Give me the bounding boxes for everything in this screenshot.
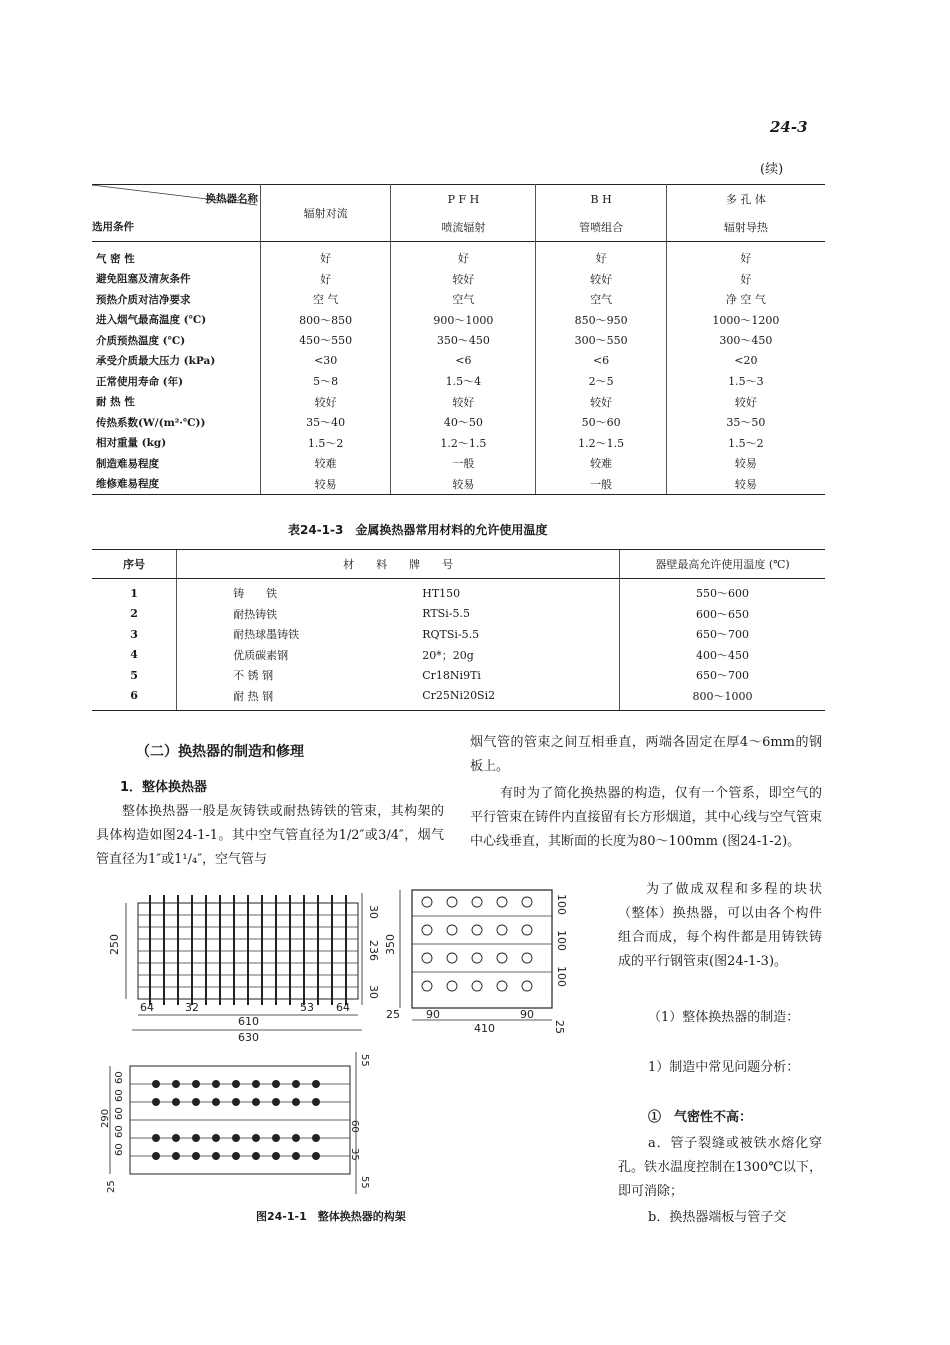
row-label: 相对重量 (kg): [96, 437, 167, 450]
table-cell: 5～8: [261, 371, 391, 392]
material-grade: RTSi-5.5: [422, 607, 470, 621]
column-header: 材 料 牌 号: [177, 550, 620, 579]
table-cell: 好: [261, 269, 391, 290]
column-type: 管喷组合: [536, 213, 666, 242]
table-row: [92, 412, 825, 433]
column-header: [261, 185, 391, 242]
figure-side-view: [100, 885, 380, 1045]
table-cell: 较易: [261, 474, 391, 495]
figure-end-view: [382, 880, 572, 1040]
material-name: 耐热铸铁: [177, 604, 419, 625]
dim-label: 25: [106, 1180, 117, 1193]
material-name: 耐 热 钢: [177, 686, 419, 711]
row-label: 气 密 性: [96, 252, 135, 265]
table-cell: 40～50: [391, 412, 536, 433]
corner-top-label: 换热器名称: [205, 193, 258, 205]
comparison-table: [92, 184, 825, 495]
dim-label: 53: [300, 1001, 314, 1014]
dim-label: 350: [384, 934, 397, 955]
dim-label: 25: [553, 1020, 566, 1034]
table-cell: 好: [536, 242, 666, 269]
corner-bottom-label: 选用条件: [92, 221, 134, 233]
dim-label: 236: [367, 940, 380, 961]
row-number: 1: [130, 586, 138, 600]
subsection-title: 1．整体换热器: [120, 780, 208, 795]
dim-label: 60: [349, 1120, 360, 1133]
dim-label: 55: [359, 1176, 370, 1189]
row-number: 4: [130, 648, 138, 662]
dim-label: 100: [555, 894, 568, 915]
table-row: [92, 433, 825, 454]
row-label: 制造难易程度: [96, 457, 159, 470]
table-cell: <6: [536, 351, 666, 372]
table-cell: <30: [261, 351, 391, 372]
dim-label: 610: [238, 1015, 259, 1028]
table-cell: 50～60: [536, 412, 666, 433]
dim-label: 100: [555, 930, 568, 951]
column-type: 辐射对流: [303, 207, 348, 220]
table-cell: 2～5: [536, 371, 666, 392]
row-label: 传热系数(W/(m²·℃)): [96, 416, 206, 429]
table-row: [92, 242, 825, 269]
dim-label: 55: [359, 1054, 370, 1067]
table-row: [92, 269, 825, 290]
column-header: 多 孔 体: [666, 185, 825, 214]
table-row: [92, 686, 825, 711]
right-item-4: a．管子裂缝或被铁水熔化穿孔。铁水温度控制在1300℃以下，即可消除；: [618, 1136, 822, 1199]
figure-caption: 图24-1-1 整体换热器的构架: [256, 1210, 406, 1223]
column-header: 器壁最高允许使用温度 (℃): [620, 550, 825, 579]
table-cell: 较易: [391, 474, 536, 495]
dim-label: 630: [238, 1031, 259, 1044]
dim-label: 60: [114, 1143, 125, 1156]
dim-label: 60: [114, 1107, 125, 1120]
dim-label: 60: [114, 1125, 125, 1138]
row-number: 5: [130, 668, 138, 682]
max-temp: 800～1000: [620, 686, 825, 711]
table2-caption: 表24-1-3 金属换热器常用材料的允许使用温度: [288, 523, 548, 537]
max-temp: 650～700: [620, 665, 825, 686]
material-name: 优质碳素钢: [177, 645, 419, 666]
right-item-5: b．换热器端板与管子交: [648, 1210, 787, 1225]
dim-label: 250: [108, 934, 121, 955]
table-row: [92, 392, 825, 413]
table-cell: 较好: [391, 269, 536, 290]
material-grade: 20*；20g: [422, 648, 474, 662]
table-corner-cell: [92, 185, 261, 242]
table-cell: 350～450: [391, 330, 536, 351]
table-cell: 较易: [666, 453, 825, 474]
dim-label: 100: [555, 966, 568, 987]
row-label: 维修难易程度: [92, 474, 261, 495]
row-label: 介质预热温度 (℃): [96, 334, 186, 347]
right-paragraph-3: 为了做成双程和多程的块状（整体）换热器，可以由各个构件组合而成，每个构件都是用铸铁铸成的平行钢管束(图24-1-3)。: [618, 882, 822, 969]
row-label: 承受介质最大压力 (kPa): [96, 355, 216, 368]
table-cell: 一般: [391, 453, 536, 474]
left-paragraph: 整体换热器一般是灰铸铁或耐热铸铁的管束，其构架的具体构造如图24-1-1。其中空气管直径为1/2″或3/4″，烟气管直径为1″或1¹/₄″，空气管与: [96, 804, 444, 867]
table-row: [92, 330, 825, 351]
table-row: [92, 579, 825, 604]
dim-label: 410: [474, 1022, 495, 1035]
table-cell: 较好: [666, 392, 825, 413]
dim-label: 30: [367, 905, 380, 919]
table-cell: 较易: [666, 474, 825, 495]
table-row: [92, 453, 825, 474]
right-paragraph-1: 烟气管的管束之间互相垂直，两端各固定在厚4～6mm的钢板上。: [470, 735, 822, 774]
column-header: 序号: [92, 550, 177, 579]
table-row: [92, 371, 825, 392]
table-cell: 1.5～2: [666, 433, 825, 454]
material-grade: Cr18Ni9Ti: [422, 668, 481, 682]
table-cell: 空气: [536, 289, 666, 310]
table-cell: 1.5～2: [261, 433, 391, 454]
max-temp: 400～450: [620, 645, 825, 666]
material-grade: Cr25Ni20Si2: [418, 686, 619, 711]
table-cell: 300～450: [666, 330, 825, 351]
table-cell: 1.5～3: [666, 371, 825, 392]
dim-label: 25: [386, 1008, 400, 1021]
right-item-1: （1）整体换热器的制造：: [648, 1010, 800, 1025]
table-cell: 900～1000: [391, 310, 536, 331]
table-cell: 好: [261, 242, 391, 269]
table-cell: <20: [666, 351, 825, 372]
table-cell: 净 空 气: [666, 289, 825, 310]
table-cell: 一般: [536, 474, 666, 495]
dim-label: 90: [426, 1008, 440, 1021]
column-header: P F H: [391, 185, 536, 214]
table-row: [92, 665, 825, 686]
table-cell: <6: [391, 351, 536, 372]
dim-label: 60: [114, 1071, 125, 1084]
table-row: [92, 645, 825, 666]
table-cell: 好: [391, 242, 536, 269]
table-cell: 300～550: [536, 330, 666, 351]
table-cell: 好: [666, 269, 825, 290]
max-temp: 650～700: [620, 624, 825, 645]
row-label: 避免阻塞及清灰条件: [96, 273, 191, 286]
right-item-2: 1）制造中常见问题分析：: [648, 1060, 800, 1075]
table-cell: 较难: [536, 453, 666, 474]
table-row: [92, 289, 825, 310]
row-label: 耐 热 性: [96, 396, 135, 409]
column-type: 辐射导热: [666, 213, 825, 242]
row-label: 正常使用寿命 (年): [96, 375, 184, 388]
table-cell: 空气: [391, 289, 536, 310]
table-row: [92, 351, 825, 372]
dim-label: 290: [100, 1108, 111, 1128]
dim-label: 35: [349, 1148, 360, 1161]
row-label: 预热介质对洁净要求: [96, 293, 191, 306]
table-cell: 35～50: [666, 412, 825, 433]
max-temp: 600～650: [620, 604, 825, 625]
dim-label: 64: [140, 1001, 154, 1014]
table-row: [92, 474, 825, 495]
table-cell: 较好: [536, 269, 666, 290]
material-grade: RQTSi-5.5: [422, 627, 480, 641]
table-cell: 较难: [261, 453, 391, 474]
page-number: 24-3: [770, 118, 808, 136]
table-row: [92, 624, 825, 645]
table-row: [92, 604, 825, 625]
table-cell: 450～550: [261, 330, 391, 351]
table-cell: 1.5～4: [391, 371, 536, 392]
table-cell: 35～40: [261, 412, 391, 433]
dim-label: 64: [336, 1001, 350, 1014]
row-number: 3: [130, 627, 138, 641]
table-cell: 空 气: [261, 289, 391, 310]
right-item-3: ① 气密性不高：: [648, 1110, 753, 1125]
material-name: 不 锈 钢: [177, 665, 419, 686]
materials-table: [92, 549, 825, 711]
dim-label: 90: [520, 1008, 534, 1021]
dim-label: 60: [114, 1089, 125, 1102]
dim-label: 32: [185, 1001, 199, 1014]
table-cell: 较好: [261, 392, 391, 413]
table-cell: 较好: [391, 392, 536, 413]
row-label: 进入烟气最高温度 (℃): [96, 314, 207, 327]
row-number: 6: [92, 686, 177, 711]
table-cell: 较好: [536, 392, 666, 413]
continued-label: (续): [760, 162, 784, 177]
table-cell: 1.2～1.5: [536, 433, 666, 454]
right-paragraph-2: 有时为了简化换热器的构造，仅有一个管系，即空气的平行管束在铸件内直接留有长方形烟道，其中心线与空气管束中心线垂直，其断面的长度为80～100mm (图24-1-2)。: [470, 786, 822, 849]
section-title: （二）换热器的制造和修理: [136, 744, 304, 760]
material-name: 铸 铁: [177, 579, 419, 604]
dim-label: 30: [367, 985, 380, 999]
material-name: 耐热球墨铸铁: [177, 624, 419, 645]
table-cell: 800～850: [261, 310, 391, 331]
table-row: [92, 310, 825, 331]
row-number: 2: [130, 607, 138, 621]
table-cell: 1000～1200: [666, 310, 825, 331]
column-header: B H: [536, 185, 666, 214]
table-cell: 850～950: [536, 310, 666, 331]
max-temp: 550～600: [620, 579, 825, 604]
column-type: 喷流辐射: [391, 213, 536, 242]
material-grade: HT150: [422, 586, 461, 600]
table-cell: 好: [666, 242, 825, 269]
table-cell: 1.2～1.5: [391, 433, 536, 454]
figure-top-view: [100, 1048, 370, 1198]
